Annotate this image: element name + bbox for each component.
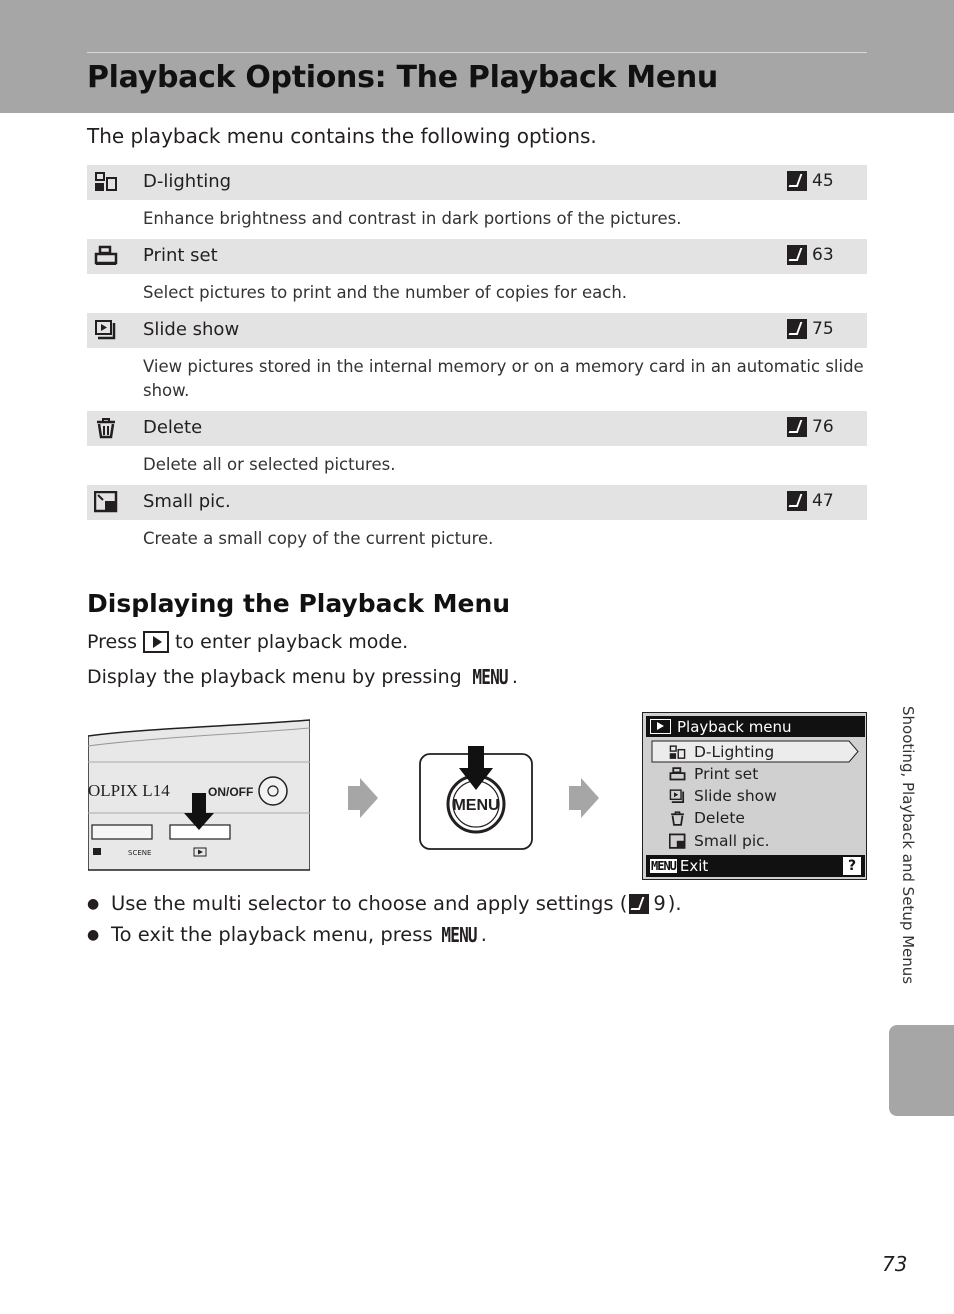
option-page-ref bbox=[787, 171, 834, 191]
menu-key-label: MENU bbox=[441, 922, 477, 947]
camera-top-illustration bbox=[88, 718, 310, 873]
page-title: Playback Options: The Playback Menu bbox=[87, 60, 718, 95]
lcd-item-slide-show bbox=[669, 786, 777, 806]
option-page-ref bbox=[787, 319, 834, 339]
side-chapter-tab bbox=[889, 1025, 954, 1116]
bullet-text: Use the multi selector to choose and apply settings ( bbox=[111, 892, 628, 915]
step-text: Press bbox=[87, 631, 138, 653]
lcd-title-bar bbox=[646, 716, 865, 737]
lcd-item-label: Small pic. bbox=[694, 832, 770, 850]
slide-show-icon bbox=[94, 319, 118, 341]
option-row-slide-show bbox=[87, 313, 867, 348]
camera-mode-text: SCENE bbox=[128, 849, 152, 857]
step-text: . bbox=[511, 666, 518, 688]
page-ref-icon bbox=[787, 491, 807, 511]
bullet-text: ). bbox=[667, 892, 682, 915]
option-description: Create a small copy of the current picture. bbox=[143, 529, 494, 548]
options-table bbox=[87, 165, 867, 559]
bullet-list bbox=[87, 888, 682, 950]
option-ref-number: 75 bbox=[812, 319, 834, 339]
delete-icon bbox=[669, 810, 686, 827]
option-name: D-lighting bbox=[143, 171, 232, 192]
option-description: Enhance brightness and contrast in dark portions of the pictures. bbox=[143, 209, 682, 228]
print-set-icon bbox=[669, 766, 686, 783]
bullet-ref-number: 9 bbox=[653, 892, 666, 915]
camera-power-text: ON/OFF bbox=[208, 785, 254, 799]
option-name: Delete bbox=[143, 417, 203, 438]
menu-key-label: MENU bbox=[472, 665, 508, 689]
lcd-item-label: D-Lighting bbox=[694, 743, 775, 761]
step-text: Display the playback menu by pressing bbox=[87, 666, 462, 688]
header-band bbox=[0, 0, 954, 113]
playback-button-icon bbox=[143, 631, 169, 653]
lcd-footer-bar bbox=[646, 855, 865, 877]
option-ref-number: 45 bbox=[812, 171, 834, 191]
page-ref-icon bbox=[629, 894, 649, 914]
intro-text: The playback menu contains the following options. bbox=[87, 124, 597, 148]
bullet-item bbox=[87, 919, 682, 950]
page-ref-icon bbox=[787, 417, 807, 437]
lcd-playback-menu bbox=[642, 712, 867, 880]
delete-icon bbox=[94, 417, 118, 439]
bullet-dot-icon: ● bbox=[87, 926, 100, 943]
page-ref-icon bbox=[787, 245, 807, 265]
lcd-title: Playback menu bbox=[677, 717, 792, 736]
option-description: Select pictures to print and the number of copies for each. bbox=[143, 283, 628, 302]
lcd-item-label: Print set bbox=[694, 765, 759, 783]
option-ref-number: 63 bbox=[812, 245, 834, 265]
d-lighting-icon bbox=[669, 744, 686, 761]
option-name: Print set bbox=[143, 245, 218, 266]
bullet-dot-icon: ● bbox=[87, 895, 100, 912]
option-ref-number: 76 bbox=[812, 417, 834, 437]
lcd-menu-tag: MENU bbox=[651, 859, 676, 873]
option-name: Slide show bbox=[143, 319, 240, 340]
playback-mode-icon bbox=[650, 719, 671, 734]
help-icon: ? bbox=[843, 857, 861, 875]
option-row-delete bbox=[87, 411, 867, 446]
bullet-text: . bbox=[480, 923, 487, 946]
section-title: Displaying the Playback Menu bbox=[87, 589, 511, 618]
option-description: View pictures stored in the internal memory or on a memory card in an automatic slide show. bbox=[143, 357, 864, 400]
option-page-ref bbox=[787, 245, 834, 265]
option-row-d-lighting bbox=[87, 165, 867, 200]
lcd-item-label: Delete bbox=[694, 809, 745, 827]
print-set-icon bbox=[94, 245, 118, 267]
lcd-exit-label: Exit bbox=[679, 857, 709, 875]
option-name: Small pic. bbox=[143, 491, 231, 512]
small-pic-icon bbox=[94, 491, 118, 513]
lcd-item-small-pic bbox=[669, 831, 770, 851]
option-ref-number: 47 bbox=[812, 491, 834, 511]
arrow-right-icon bbox=[569, 778, 599, 818]
lcd-item-delete bbox=[669, 808, 745, 828]
option-description: Delete all or selected pictures. bbox=[143, 455, 396, 474]
bullet-text: To exit the playback menu, press bbox=[111, 923, 433, 946]
d-lighting-icon bbox=[94, 171, 118, 193]
small-pic-icon bbox=[669, 833, 686, 850]
step-press-menu bbox=[87, 665, 518, 689]
option-page-ref bbox=[787, 491, 834, 511]
side-chapter-label bbox=[897, 706, 919, 1016]
option-page-ref bbox=[787, 417, 834, 437]
page-ref bbox=[629, 892, 665, 915]
page-number: 73 bbox=[882, 1252, 908, 1276]
lcd-item-print-set bbox=[669, 764, 758, 784]
page-ref-icon bbox=[787, 171, 807, 191]
bullet-item bbox=[87, 888, 682, 919]
slide-show-icon bbox=[669, 788, 686, 805]
lcd-item-d-lighting bbox=[669, 742, 774, 762]
menu-button-text: MENU bbox=[452, 797, 500, 814]
page-ref-icon bbox=[787, 319, 807, 339]
header-rule bbox=[87, 52, 867, 53]
step-press-playback bbox=[87, 631, 408, 653]
menu-button-illustration bbox=[419, 746, 534, 851]
camera-model-text: OLPIX L14 bbox=[88, 781, 170, 800]
option-row-print-set bbox=[87, 239, 867, 274]
option-row-small-pic bbox=[87, 485, 867, 520]
step-text: to enter playback mode. bbox=[175, 631, 409, 653]
lcd-item-label: Slide show bbox=[694, 787, 777, 805]
side-chapter-text: Shooting, Playback and Setup Menus bbox=[899, 706, 917, 985]
arrow-right-icon bbox=[348, 778, 378, 818]
